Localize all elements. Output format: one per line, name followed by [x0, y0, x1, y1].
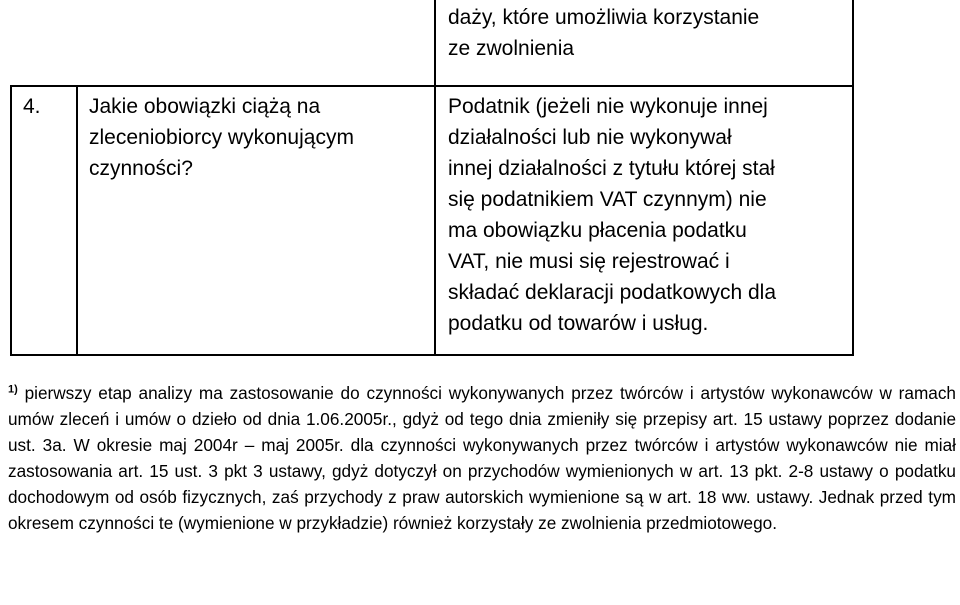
question-line-1: Jakie obowiązki ciążą na — [89, 95, 321, 118]
answer-line-7: składać deklaracji podatkowych dla — [448, 281, 777, 304]
answer-line-2: działalności lub nie wykonywał — [448, 126, 732, 149]
table-border-right — [852, 0, 854, 356]
footnote — [8, 380, 956, 536]
table-column-divider-answer — [434, 0, 436, 356]
question-line-3: czynności? — [89, 157, 193, 180]
question-line-2: zleceniobiorcy wykonującym — [89, 126, 354, 149]
previous-row-answer-line-1: daży, które umożliwia korzystanie — [448, 6, 760, 29]
table-row-divider — [10, 85, 854, 87]
table-column-divider-number — [76, 86, 78, 356]
table-border-bottom — [10, 354, 854, 356]
answer-line-4: się podatnikiem VAT czynnym) nie — [448, 188, 767, 211]
footnote-text: pierwszy etap analizy ma zastosowanie do czynności wykonywanych przez twórców i artystów wykonawców w ramach umów zleceń i umów o dzieło od dnia 1.06.2005r., gdyż od tego dnia zmieniły się przepisy art. 15 ustawy poprzez dodanie ust. 3a. W okresie maj 2004r – maj 2005r. dla czynności wykonywanych przez twórców i artystów wykonawców nie miał zastosowania art. 15 ust. 3 pkt 3 ustawy, gdyż dotyczył on przychodów wymienionych w art. 13 pkt. 2-8 ustawy o podatku dochodowym od osób fizycznych, zaś przychody z praw autorskich wymienione są w art. 18 ww. ustawy. Jednak przed tym okresem czynności te (wymienione w przykładzie) również korzystały ze zwolnienia przedmiotowego. — [8, 383, 956, 533]
row-number: 4. — [23, 95, 41, 118]
table-border-left-row4 — [10, 86, 12, 356]
answer-line-8: podatku od towarów i usług. — [448, 312, 709, 335]
footnote-marker: 1) — [8, 383, 18, 396]
previous-row-answer-line-2: ze zwolnienia — [448, 37, 575, 60]
answer-line-5: ma obowiązku płacenia podatku — [448, 219, 747, 242]
answer-line-1: Podatnik (jeżeli nie wykonuje innej — [448, 95, 768, 118]
answer-line-6: VAT, nie musi się rejestrować i — [448, 250, 730, 273]
answer-line-3: innej działalności z tytułu której stał — [448, 157, 775, 180]
